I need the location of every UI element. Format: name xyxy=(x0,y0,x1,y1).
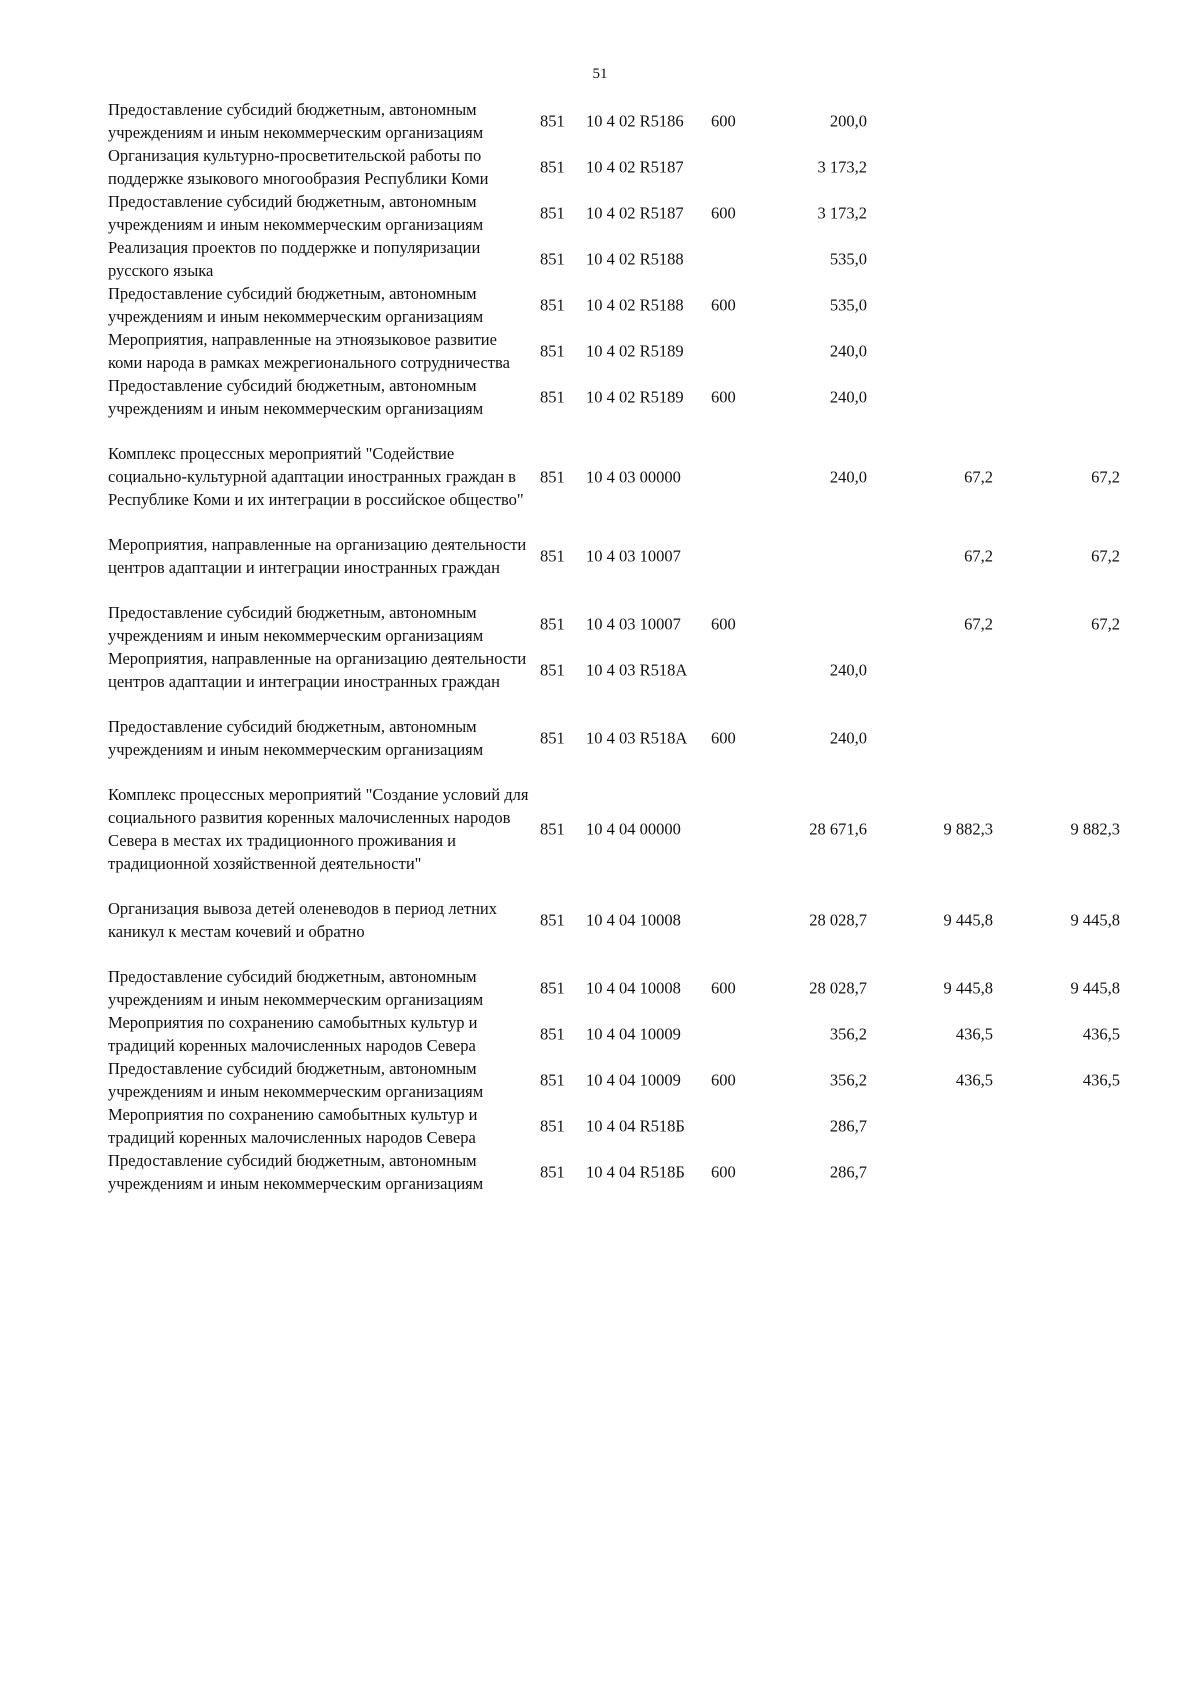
row-expense-type: 600 xyxy=(711,614,736,634)
row-amount-year2: 67,2 xyxy=(964,546,993,566)
row-description: Мероприятия по сохранению самобытных культур и традиций коренных малочисленных народов Севера xyxy=(108,1105,478,1147)
row-amount-year1: 535,0 xyxy=(829,249,867,269)
row-target-article: 10 4 02 R5188 xyxy=(586,249,684,269)
row-amount-year1: 356,2 xyxy=(829,1024,867,1044)
table-row xyxy=(0,897,1200,943)
row-amount-year2: 9 882,3 xyxy=(943,819,993,839)
row-description: Организация вывоза детей оленеводов в период летних каникул к местам кочевий и обратно xyxy=(108,899,497,941)
row-expense-type: 600 xyxy=(711,295,736,315)
row-description: Предоставление субсидий бюджетным, автономным учреждениям и иным некоммерческим организациям xyxy=(108,603,484,645)
row-description: Комплекс процессных мероприятий "Содействие социально-культурной адаптации иностранных граждан в Республике Коми и их интеграции в российское общество" xyxy=(108,444,524,509)
row-ministry-code: 851 xyxy=(540,467,565,486)
row-target-article: 10 4 04 10009 xyxy=(586,1070,681,1090)
table-row xyxy=(0,374,1200,420)
row-target-article: 10 4 02 R5188 xyxy=(586,295,684,315)
budget-table xyxy=(0,98,1200,1195)
row-description: Предоставление субсидий бюджетным, автономным учреждениям и иным некоммерческим организациям xyxy=(108,1059,484,1101)
row-description: Предоставление субсидий бюджетным, автономным учреждениям и иным некоммерческим организациям xyxy=(108,376,484,418)
row-expense-type: 600 xyxy=(711,978,736,998)
row-amount-year1: 240,0 xyxy=(829,660,867,680)
row-amount-year1: 535,0 xyxy=(829,295,867,315)
row-amount-year1: 356,2 xyxy=(829,1070,867,1090)
row-expense-type: 600 xyxy=(711,728,736,748)
row-amount-year1: 240,0 xyxy=(829,387,867,407)
row-description: Предоставление субсидий бюджетным, автономным учреждениям и иным некоммерческим организациям xyxy=(108,967,484,1009)
table-row xyxy=(0,1057,1200,1103)
row-expense-type: 600 xyxy=(711,203,736,223)
table-row xyxy=(0,601,1200,647)
row-ministry-code: 851 xyxy=(540,1070,565,1090)
row-amount-year2: 67,2 xyxy=(964,614,993,634)
row-ministry-code: 851 xyxy=(540,111,565,131)
row-amount-year1: 286,7 xyxy=(829,1116,867,1136)
table-row xyxy=(0,1103,1200,1149)
row-target-article: 10 4 04 10009 xyxy=(586,1024,681,1044)
row-description: Организация культурно-просветительской работы по поддержке языкового многообразия Республики Коми xyxy=(108,146,489,188)
row-description: Мероприятия, направленные на организацию деятельности центров адаптации и интеграции иностранных граждан xyxy=(108,535,527,577)
table-row xyxy=(0,328,1200,374)
row-ministry-code: 851 xyxy=(540,546,565,566)
row-target-article: 10 4 02 R5189 xyxy=(586,341,684,361)
row-amount-year2: 9 445,8 xyxy=(943,910,993,930)
row-target-article: 10 4 04 10008 xyxy=(586,978,681,998)
row-target-article: 10 4 03 10007 xyxy=(586,614,681,634)
row-description: Предоставление субсидий бюджетным, автономным учреждениям и иным некоммерческим организациям xyxy=(108,192,484,234)
row-description: Реализация проектов по поддержке и популяризации русского языка xyxy=(108,238,481,280)
row-ministry-code: 851 xyxy=(540,295,565,315)
row-description: Предоставление субсидий бюджетным, автономным учреждениям и иным некоммерческим организациям xyxy=(108,100,484,142)
row-expense-type: 600 xyxy=(711,1070,736,1090)
table-row xyxy=(0,533,1200,579)
row-target-article: 10 4 03 10007 xyxy=(586,546,681,566)
row-amount-year1: 28 671,6 xyxy=(809,819,867,839)
row-description: Предоставление субсидий бюджетным, автономным учреждениям и иным некоммерческим организациям xyxy=(108,1151,484,1193)
table-row xyxy=(0,282,1200,328)
row-target-article: 10 4 04 R518Б xyxy=(586,1162,685,1182)
row-ministry-code: 851 xyxy=(540,1024,565,1044)
row-amount-year3: 9 882,3 xyxy=(1070,819,1120,839)
row-description: Комплекс процессных мероприятий "Создание условий для социального развития коренных малочисленных народов Севера в местах их традиционного проживания и традиционной хозяйственной деятельности" xyxy=(108,785,529,873)
row-amount-year1: 200,0 xyxy=(829,111,867,131)
row-description: Мероприятия, направленные на организацию деятельности центров адаптации и интеграции иностранных граждан xyxy=(108,649,527,691)
row-ministry-code: 851 xyxy=(540,614,565,634)
row-target-article: 10 4 02 R5186 xyxy=(586,111,684,131)
row-amount-year2: 9 445,8 xyxy=(943,978,993,998)
row-ministry-code: 851 xyxy=(540,1162,565,1182)
row-target-article: 10 4 04 10008 xyxy=(586,910,681,930)
row-ministry-code: 851 xyxy=(540,728,565,748)
row-amount-year3: 436,5 xyxy=(1082,1070,1120,1090)
table-row xyxy=(0,442,1200,511)
row-expense-type: 600 xyxy=(711,1162,736,1182)
table-row xyxy=(0,144,1200,190)
row-target-article: 10 4 04 R518Б xyxy=(586,1116,685,1136)
row-amount-year1: 3 173,2 xyxy=(817,157,867,177)
row-target-article: 10 4 02 R5187 xyxy=(586,157,684,177)
row-ministry-code: 851 xyxy=(540,978,565,998)
row-expense-type: 600 xyxy=(711,387,736,407)
row-description: Мероприятия по сохранению самобытных культур и традиций коренных малочисленных народов Севера xyxy=(108,1013,478,1055)
row-amount-year3: 436,5 xyxy=(1082,1024,1120,1044)
row-amount-year1: 240,0 xyxy=(829,341,867,361)
row-target-article: 10 4 03 R518A xyxy=(586,660,688,680)
row-amount-year1: 3 173,2 xyxy=(817,203,867,223)
row-ministry-code: 851 xyxy=(540,819,565,839)
row-target-article: 10 4 02 R5187 xyxy=(586,203,684,223)
table-row xyxy=(0,965,1200,1011)
table-row xyxy=(0,1011,1200,1057)
table-row xyxy=(0,1149,1200,1195)
row-ministry-code: 851 xyxy=(540,249,565,269)
row-ministry-code: 851 xyxy=(540,910,565,930)
row-ministry-code: 851 xyxy=(540,203,565,223)
row-ministry-code: 851 xyxy=(540,660,565,680)
row-amount-year1: 28 028,7 xyxy=(809,978,867,998)
row-amount-year3: 67,2 xyxy=(1091,467,1120,486)
row-amount-year2: 436,5 xyxy=(955,1024,993,1044)
table-row xyxy=(0,236,1200,282)
row-description: Предоставление субсидий бюджетным, автономным учреждениям и иным некоммерческим организациям xyxy=(108,717,484,759)
row-description: Мероприятия, направленные на этноязыковое развитие коми народа в рамках межрегионального сотрудничества xyxy=(108,330,510,372)
table-row xyxy=(0,647,1200,693)
row-amount-year1: 240,0 xyxy=(829,467,867,486)
row-expense-type: 600 xyxy=(711,111,736,131)
row-target-article: 10 4 02 R5189 xyxy=(586,387,684,407)
page-number: 51 xyxy=(592,66,608,82)
row-description: Предоставление субсидий бюджетным, автономным учреждениям и иным некоммерческим организациям xyxy=(108,284,484,326)
table-row xyxy=(0,190,1200,236)
row-ministry-code: 851 xyxy=(540,1116,565,1136)
row-target-article: 10 4 03 R518A xyxy=(586,728,688,748)
row-target-article: 10 4 04 00000 xyxy=(586,819,681,839)
row-amount-year3: 9 445,8 xyxy=(1070,978,1120,998)
row-amount-year2: 67,2 xyxy=(964,467,993,486)
row-amount-year2: 436,5 xyxy=(955,1070,993,1090)
row-amount-year3: 9 445,8 xyxy=(1070,910,1120,930)
row-amount-year3: 67,2 xyxy=(1091,546,1120,566)
row-amount-year1: 28 028,7 xyxy=(809,910,867,930)
row-target-article: 10 4 03 00000 xyxy=(586,467,681,486)
row-amount-year3: 67,2 xyxy=(1091,614,1120,634)
row-ministry-code: 851 xyxy=(540,387,565,407)
table-row xyxy=(0,783,1200,875)
row-amount-year1: 240,0 xyxy=(829,728,867,748)
table-row xyxy=(0,98,1200,144)
table-row xyxy=(0,715,1200,761)
row-amount-year1: 286,7 xyxy=(829,1162,867,1182)
row-ministry-code: 851 xyxy=(540,341,565,361)
row-ministry-code: 851 xyxy=(540,157,565,177)
